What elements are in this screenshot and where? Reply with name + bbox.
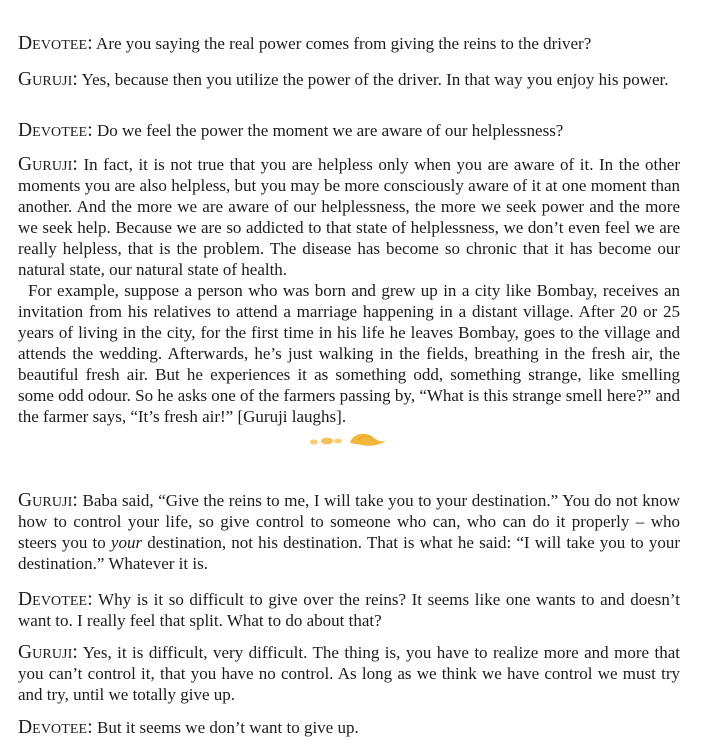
paragraph-text [18,717,680,738]
speaker-label-devotee: Devotee: [18,120,93,141]
speaker-label-guruji: Guruji: [18,642,78,663]
speaker-label-devotee: Devotee: [18,33,93,54]
guruji-paragraph [18,642,680,705]
paragraph-text [18,69,680,90]
leaf-flourish-ornament-icon [308,429,388,449]
paragraph-text [18,589,680,631]
dialogue-text: Yes, because then you utilize the power of the driver. In that way you enjoy his power. [81,70,669,89]
dialogue-text: Are you saying the real power comes from giving the reins to the driver? [96,34,592,53]
guruji-paragraph [18,154,680,427]
guruji-paragraph [18,69,680,90]
devotee-paragraph [18,717,680,738]
speaker-label-devotee: Devotee: [18,589,93,610]
speaker-label-devotee: Devotee: [18,717,93,738]
paragraph-text [18,120,680,141]
paragraph-text [18,642,680,705]
speaker-label-guruji: Guruji: [18,490,78,511]
continuation-paragraph: For example, suppose a person who was born and grew up in a city like Bombay, receives an invitation from his relatives to attend a marriage happening in a distant village. After 20 or 25 years of living in the city, for the first time in his life he leaves Bombay, goes to the village and attends the wedding. Afterwards, he’s just walking in the fields, breathing in the fresh air, the beautiful fresh air. But he experiences it as something odd, something strange, like smelling some odd odour. So he asks one of the farmers passing by, “What is this strange smell here?” and the farmer says, “It’s fresh air!” [Guruji laughs]. [18,281,680,426]
speaker-label-guruji: Guruji: [18,154,78,175]
dialogue-text: Do we feel the power the moment we are aware of our helplessness? [96,121,564,140]
paragraph-text [18,154,680,280]
devotee-paragraph [18,120,680,141]
dialogue-text: But it seems we don’t want to give up. [96,718,359,737]
paragraph-text [18,33,680,54]
devotee-paragraph [18,33,680,54]
guruji-paragraph [18,490,680,574]
dialogue-text: In fact, it is not true that you are helpless only when you are aware of it. In the other moments you are also helpless, but you may be more consciously aware of it at one moment than another. And the more we are aware of our helplessness, the more we seek power and the more we seek help. Because we are so addicted to that state of helplessness, we don’t even feel we are really helpless, that is the problem. The disease has become so chronic that it has become our natural state, our natural state of health. [18,155,680,279]
dialogue-text: Baba said, “Give the reins to me, I will take you to your destination.” You do not know how to control your life, so give control to someone who can, who can do it properly – who steers you to [18,491,681,552]
emphasized-word: your [110,533,143,552]
speaker-label-guruji: Guruji: [18,69,78,90]
dialogue-text: Yes, it is difficult, very difficult. The thing is, you have to realize more and more that you can’t control it, that you have no control. As long as we think we have control we must try and try, until we totally give up. [18,643,680,704]
paragraph-text [18,490,680,574]
dialogue-text: Why is it so difficult to give over the reins? It seems like one wants to and doesn’t want to. I really feel that split. What to do about that? [18,590,680,630]
devotee-paragraph [18,589,680,631]
dialogue-text: destination, not his destination. That is what he said: “I will take you to your destination.” Whatever it is. [18,533,680,573]
